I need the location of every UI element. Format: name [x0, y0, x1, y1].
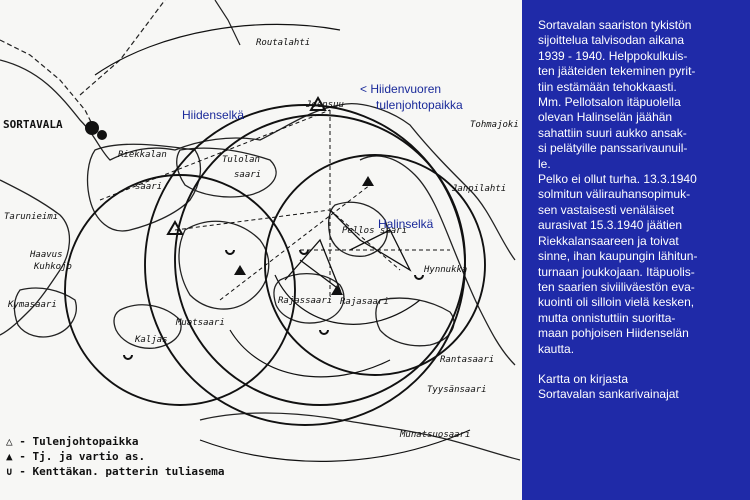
map-label-tuunsaari: Tyysänsaari	[427, 385, 487, 395]
observation-post-manned-3	[234, 265, 246, 275]
fire-lines-south	[285, 240, 340, 290]
legend-row-manned	[6, 449, 225, 464]
sortavala-town-marker	[85, 121, 107, 140]
caption-panel	[522, 0, 750, 500]
range-arc-north	[95, 24, 340, 75]
map-label-muatsaari: Muatsaari	[176, 318, 225, 328]
map-label-saari: saari	[135, 182, 163, 192]
south-coast	[200, 413, 520, 460]
map-label-pellos: Pellos saari	[342, 226, 408, 236]
overlay-label-halinselka: Halinselkä	[378, 217, 434, 231]
map-label-janpilahti: Janpilahti	[452, 184, 507, 194]
caption-text	[538, 18, 742, 403]
map-label-tulolan: Tulolan	[222, 155, 260, 165]
battery-position-icon: ∪	[6, 465, 13, 478]
map-legend	[6, 434, 225, 479]
legend-row-observation	[6, 434, 225, 449]
map-label-tulolan-saari: saari	[234, 170, 262, 180]
map-label-tarunieimi: Tarunieimi	[4, 212, 59, 222]
legend-row-battery	[6, 464, 225, 479]
map-label-rajassaari: Rajassaari	[278, 296, 333, 306]
map-label-hynnukka: Hynnukka	[424, 265, 468, 275]
map-label-routalahti: Routalahti	[256, 38, 311, 48]
legend-text-observation: - Tulenjohtopaikka	[19, 435, 139, 448]
observation-post-icon: △	[6, 435, 13, 448]
caption-paragraph-3: Kartta on kirjasta Sortavalan sankarivainajat	[538, 371, 679, 402]
battery-position-1	[226, 250, 234, 254]
caption-paragraph-1: Sortavalan saariston tykistön sijoittelua talvisodan aikana 1939 - 1940. Helppokulkuis- ten jääteiden tekeminen pyrit- tiin estämään tehokkaasti. Mm. Pellotsalon itäpuolella olevan Halinselän jäähän sahattiin suuri aukko ansak- si pelätyille panssarivaunuil- le.	[538, 18, 696, 171]
battery-position-5	[415, 275, 423, 279]
map-label-joensuu: Joensuu	[306, 100, 344, 110]
overlay-label-hiidenvuoren-2: tulenjohtopaikka	[376, 98, 463, 112]
overlay-label-hiidenselka: Hiidenselkä	[182, 108, 245, 122]
map-label-kaljasaari: Kaljas	[135, 335, 168, 345]
map-label-rajasaari: Rajasaari	[340, 297, 389, 307]
map-label-riekkalan: Riekkalan	[118, 150, 167, 160]
caption-paragraph-2: Pelko ei ollut turha. 13.3.1940 solmitun välirauhansopimuk- sen vastaisesti venäläiset aurasivat 15.3.1940 jäätien Riekkalansaareen ja toivat sinne, ihan kaupungin lähitun- turnaan joukkojaan. Itäpuolis- ten saarien siviiliväestön eva- kuointi oli silloin vielä kesken, mutta onnistuttiin suoritta- maan pohjoisen Hiidenselän kautta.	[538, 172, 698, 356]
map-label-rantasaari: Rantasaari	[440, 355, 495, 365]
manned-post-icon: ▲	[6, 450, 13, 463]
battery-position-3	[124, 355, 132, 359]
caption-gap	[538, 357, 742, 372]
railway-line-north	[80, 0, 165, 95]
map-label-munatsuosaari: Munatsuosaari	[400, 430, 471, 440]
map-label-tohmajoki: Tohmajoki	[470, 120, 519, 130]
map-label-sortavala: SORTAVALA	[3, 118, 63, 131]
observation-post-manned-1	[362, 176, 374, 186]
central-island	[179, 221, 269, 309]
sight-line-1	[175, 210, 330, 230]
road-north	[215, 0, 240, 45]
map-label-kuhkojo: Kuhkojo	[34, 262, 72, 272]
map-label-haavus: Haavus	[30, 250, 63, 260]
legend-text-battery: - Kenttäkan. patterin tuliasema	[19, 465, 225, 478]
map-label-kymasaari: Kymasaari	[8, 300, 57, 310]
legend-text-manned: - Tj. ja vartio as.	[19, 450, 146, 463]
battery-position-2	[300, 250, 308, 254]
battery-position-4	[320, 330, 328, 334]
overlay-label-hiidenvuoren-1: < Hiidenvuoren	[360, 82, 442, 96]
